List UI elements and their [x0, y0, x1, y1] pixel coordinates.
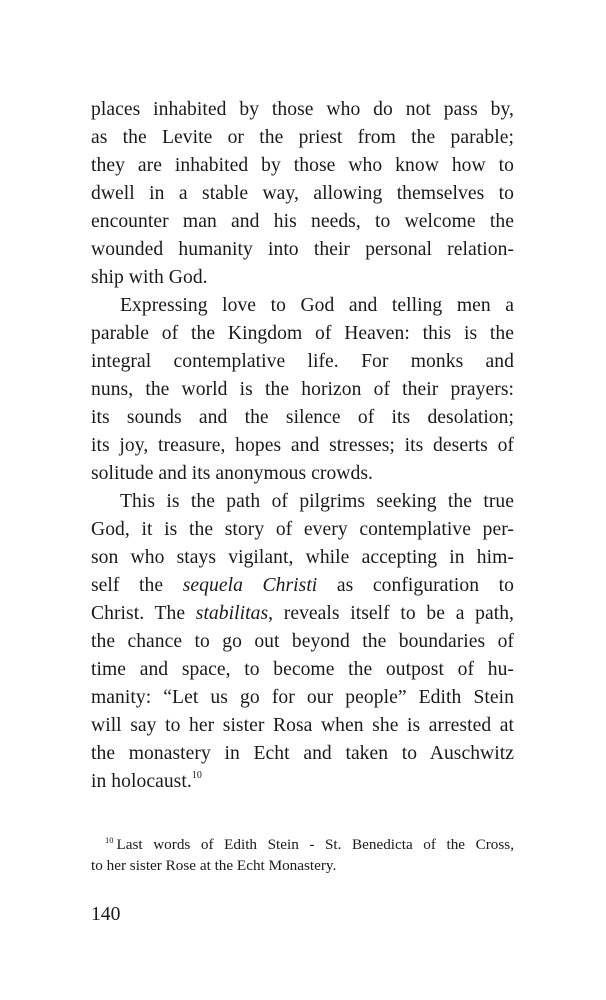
text-line: will say to her sister Rosa when she is arrested at: [91, 715, 514, 736]
text-line: nuns, the world is the horizon of their prayers:: [91, 379, 514, 400]
text-line: places inhabited by those who do not pass by,: [91, 99, 514, 120]
footnote-text: Last words of Edith Stein - St. Benedicta of the Cross,: [116, 836, 514, 853]
text-line: the chance to go out beyond the boundaries of: [91, 631, 514, 652]
footnote-line: [91, 834, 514, 855]
text-line: time and space, to become the outpost of hu-: [91, 659, 514, 680]
text-run: as configuration to: [317, 575, 514, 596]
text-line: son who stays vigilant, while accepting in him-: [91, 547, 514, 568]
italic-term-stabilitas: stabilitas: [195, 603, 269, 624]
paragraph: [91, 96, 514, 292]
text-line: parable of the Kingdom of Heaven: this is the: [91, 323, 514, 344]
text-line: ship with God.: [91, 267, 208, 288]
text-line: God, it is the story of every contemplative per-: [91, 519, 514, 540]
text-line: manity: “Let us go for our people” Edith Stein: [91, 687, 514, 708]
footnote-number: 10: [105, 835, 114, 845]
text-line: wounded humanity into their personal relation-: [91, 239, 514, 260]
text-line: they are inhabited by those who know how to: [91, 155, 514, 176]
paragraph: [91, 292, 514, 488]
text-line: integral contemplative life. For monks and: [91, 351, 514, 372]
page-number: 140: [91, 904, 121, 925]
text-line: This is the path of pilgrims seeking the true: [120, 491, 514, 512]
text-line: encounter man and his needs, to welcome the: [91, 211, 514, 232]
text-run: self the: [91, 575, 183, 596]
text-line: [91, 768, 514, 796]
text-run: in holocaust.: [91, 771, 192, 792]
footnote: [91, 834, 514, 876]
text-run: , reveals itself to be a path,: [268, 603, 514, 624]
text-line: Expressing love to God and telling men a: [120, 295, 514, 316]
paragraph: [91, 488, 514, 796]
footnote-reference[interactable]: 10: [191, 770, 202, 781]
text-line: its sounds and the silence of its desolation;: [91, 407, 514, 428]
page-body: [91, 96, 514, 796]
text-line: solitude and its anonymous crowds.: [91, 463, 373, 484]
text-line: dwell in a stable way, allowing themselves to: [91, 183, 514, 204]
text-line: as the Levite or the priest from the parable;: [91, 127, 514, 148]
text-line: [91, 600, 514, 628]
text-line: the monastery in Echt and taken to Auschwitz: [91, 743, 514, 764]
italic-term-sequela-christi: sequela Christi: [182, 575, 318, 596]
footnote-line: to her sister Rose at the Echt Monastery.: [91, 857, 337, 874]
text-line: its joy, treasure, hopes and stresses; its deserts of: [91, 435, 514, 456]
text-run: Christ. The: [91, 603, 196, 624]
text-line: [91, 572, 514, 600]
